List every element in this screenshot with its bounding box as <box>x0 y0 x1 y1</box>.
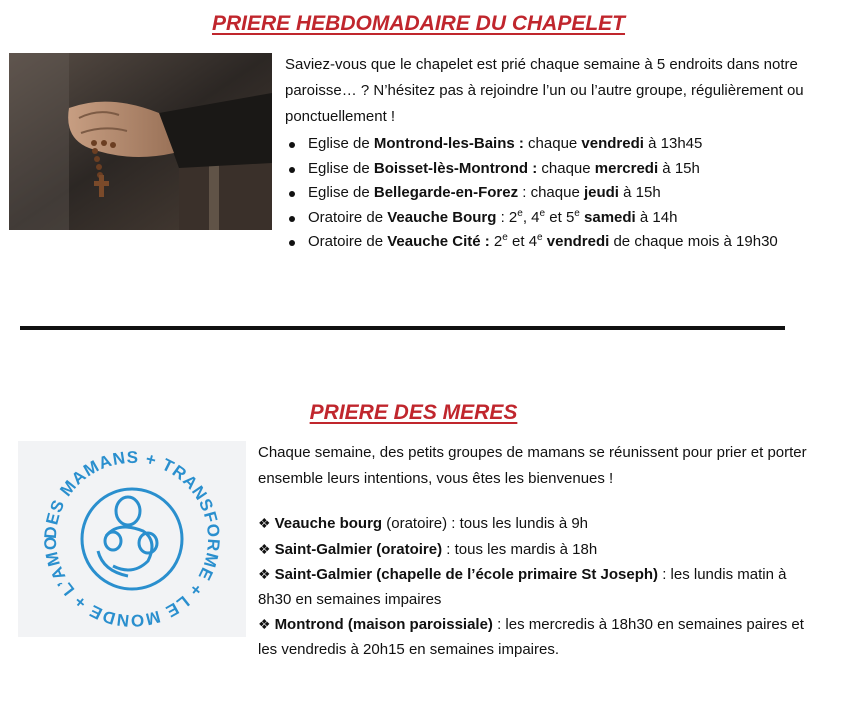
list-item: Eglise de Montrond-les-Bains : chaque vendredi à 13h45 <box>285 132 778 157</box>
section-title-chapelet: PRIERE HEBDOMADAIRE DU CHAPELET <box>211 12 626 35</box>
rosary-hands-photo <box>9 53 272 230</box>
diamond-bullet-icon: ❖ <box>258 616 271 633</box>
list-item: Eglise de Bellegarde-en-Forez : chaque jeudi à 15h <box>285 181 778 206</box>
diamond-bullet-icon: ❖ <box>258 566 271 583</box>
svg-text:DES MAMANS + TRANSFORME + LE M: DES MAMANS + TRANSFORME + LE MONDE + L’AMO <box>40 447 224 631</box>
list-item: ❖ Montrond (maison paroissiale) : les mercredis à 18h30 en semaines paires et les vendredis à 20h15 en semaines impaires. <box>258 616 804 658</box>
chapelet-intro-text: Saviez-vous que le chapelet est prié chaque semaine à 5 endroits dans notre paroisse… ? N’hésitez pas à rejoindre l’un ou l’autre groupe, régulièrement ou ponctuellement ! <box>285 56 804 125</box>
meres-locations-list <box>258 511 818 663</box>
meres-intro-text: Chaque semaine, des petits groupes de mamans se réunissent pour prier et porter ensemble leurs intentions, vous êtes les bienvenues ! <box>258 444 807 487</box>
diamond-bullet-icon: ❖ <box>258 515 271 531</box>
chapelet-locations-list <box>285 132 778 255</box>
list-item: ❖ Saint-Galmier (oratoire) : tous les mardis à 18h <box>258 540 598 558</box>
section-title-meres: PRIERE DES MERES <box>309 401 518 424</box>
list-item: Eglise de Boisset-lès-Montrond : chaque mercredi à 15h <box>285 157 778 182</box>
section-divider <box>20 326 785 330</box>
list-item: Oratoire de Veauche Bourg : 2e, 4e et 5e samedi à 14h <box>285 206 778 231</box>
prayer-mothers-logo <box>18 441 246 637</box>
list-item: ❖ Saint-Galmier (chapelle de l’école primaire St Joseph) : les lundis matin à 8h30 en semaines impaires <box>258 566 787 608</box>
diamond-bullet-icon: ❖ <box>258 540 271 557</box>
list-item: Oratoire de Veauche Cité : 2e et 4e vendredi de chaque mois à 19h30 <box>285 230 778 255</box>
list-item: ❖ Veauche bourg (oratoire) : tous les lundis à 9h <box>258 515 589 532</box>
